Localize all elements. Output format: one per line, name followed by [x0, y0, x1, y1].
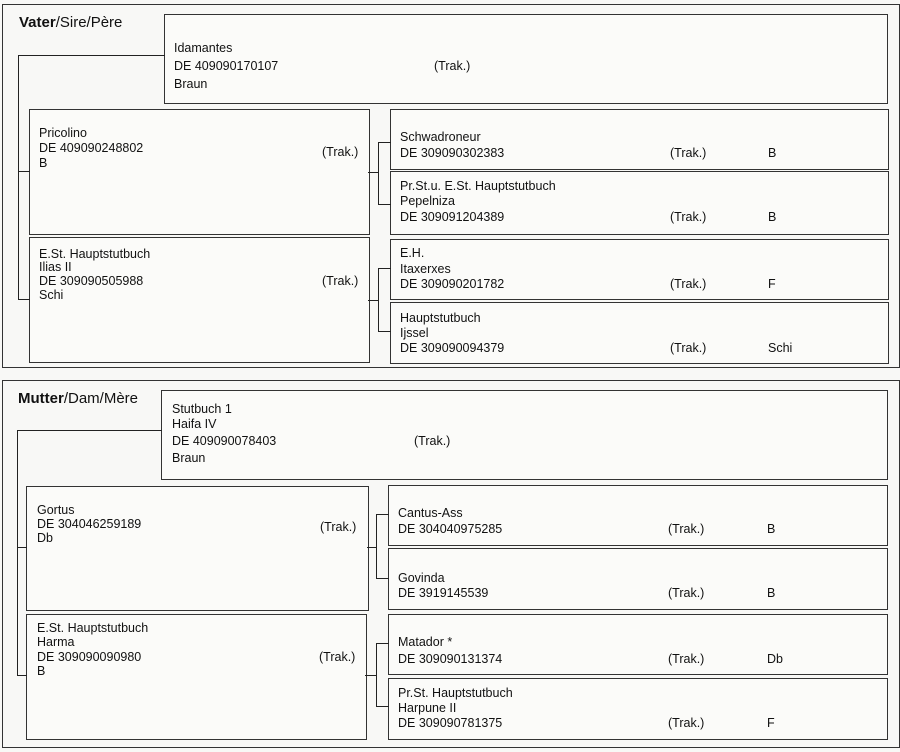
horse-name: Pepelniza — [400, 194, 455, 208]
connector-line — [18, 55, 165, 56]
breed-mark: (Trak.) — [670, 277, 707, 291]
connector-line — [376, 514, 377, 579]
horse-name: Govinda — [398, 571, 445, 585]
reg-number: DE 309090781375 — [398, 716, 503, 730]
reg-number: DE 309090131374 — [398, 652, 503, 666]
sire-mother-box — [29, 237, 370, 363]
horse-color: F — [768, 277, 776, 291]
breed-mark: (Trak.) — [322, 145, 359, 159]
breed-mark: (Trak.) — [320, 520, 357, 534]
reg-number: DE 309091204389 — [400, 210, 505, 224]
horse-name: Ilias II — [39, 260, 72, 274]
reg-number: DE 409090170107 — [174, 59, 279, 73]
breed-mark: (Trak.) — [319, 650, 356, 664]
reg-number: DE 304040975285 — [398, 522, 503, 536]
horse-color: B — [768, 210, 777, 224]
breed-mark: (Trak.) — [434, 59, 471, 73]
horse-title: E.St. Hauptstutbuch — [39, 247, 151, 261]
connector-line — [378, 331, 391, 332]
dam-mother-box — [26, 614, 367, 740]
breed-mark: (Trak.) — [670, 146, 707, 160]
reg-number: DE 409090078403 — [172, 434, 277, 448]
connector-line — [367, 547, 376, 548]
horse-name: Cantus-Ass — [398, 506, 463, 520]
horse-name: Ijssel — [400, 326, 429, 340]
connector-line — [368, 172, 378, 173]
horse-color: Db — [37, 531, 53, 545]
connector-line — [18, 171, 30, 172]
horse-title: Stutbuch 1 — [172, 402, 232, 416]
sire-grandmother-2-box — [390, 302, 889, 364]
horse-name: Harpune II — [398, 701, 457, 715]
connector-line — [378, 142, 379, 205]
horse-title: Pr.St. Hauptstutbuch — [398, 686, 513, 700]
horse-color: Braun — [174, 77, 208, 91]
connector-line — [17, 430, 162, 431]
horse-name: Idamantes — [174, 41, 233, 55]
horse-name: Pricolino — [39, 126, 87, 140]
connector-line — [376, 514, 389, 515]
horse-color: F — [767, 716, 775, 730]
horse-color: B — [37, 664, 46, 678]
horse-color: B — [768, 146, 777, 160]
reg-number: DE 409090248802 — [39, 141, 144, 155]
horse-title: Hauptstutbuch — [400, 311, 481, 325]
dam-grandfather-1-box — [388, 485, 888, 546]
dam-father-box — [26, 486, 369, 611]
horse-name: Matador * — [398, 635, 453, 649]
reg-number: DE 3919145539 — [398, 586, 489, 600]
horse-color: Braun — [172, 451, 206, 465]
horse-name: Harma — [37, 635, 75, 649]
dam-main-box — [161, 390, 888, 480]
breed-mark: (Trak.) — [668, 716, 705, 730]
connector-line — [17, 430, 18, 676]
horse-color: Db — [767, 652, 783, 666]
connector-line — [376, 578, 389, 579]
horse-title: E.H. — [400, 246, 425, 260]
sire-main-box — [164, 14, 888, 104]
reg-number: DE 309090201782 — [400, 277, 505, 291]
connector-line — [376, 643, 389, 644]
horse-name: Schwadroneur — [400, 130, 481, 144]
horse-color: B — [767, 522, 776, 536]
dam-heading: Mutter/Dam/Mère — [18, 390, 139, 407]
sire-grandfather-1-box — [390, 109, 889, 170]
connector-line — [368, 300, 378, 301]
sire-heading: Vater/Sire/Père — [19, 14, 123, 31]
connector-line — [18, 299, 30, 300]
breed-mark: (Trak.) — [668, 652, 705, 666]
breed-mark: (Trak.) — [668, 586, 705, 600]
breed-mark: (Trak.) — [322, 274, 359, 288]
connector-line — [18, 55, 19, 300]
connector-line — [378, 268, 391, 269]
horse-color: B — [39, 156, 48, 170]
horse-color: B — [767, 586, 776, 600]
sire-grandfather-2-box — [390, 239, 889, 300]
connector-line — [376, 643, 377, 707]
horse-name: Gortus — [37, 503, 75, 517]
breed-mark: (Trak.) — [670, 210, 707, 224]
reg-number: DE 309090094379 — [400, 341, 505, 355]
reg-number: DE 309090090980 — [37, 650, 142, 664]
connector-line — [365, 675, 376, 676]
horse-title: E.St. Hauptstutbuch — [37, 621, 149, 635]
connector-line — [378, 142, 391, 143]
breed-mark: (Trak.) — [414, 434, 451, 448]
horse-color: Schi — [768, 341, 793, 355]
horse-title: Pr.St.u. E.St. Hauptstutbuch — [400, 179, 556, 193]
dam-grandfather-2-box — [388, 614, 888, 675]
reg-number: DE 309090302383 — [400, 146, 505, 160]
reg-number: DE 309090505988 — [39, 274, 144, 288]
horse-name: Haifa IV — [172, 417, 217, 431]
connector-line — [378, 204, 391, 205]
connector-line — [17, 675, 27, 676]
connector-line — [376, 706, 389, 707]
dam-grandmother-1-box — [388, 548, 888, 610]
sire-grandmother-1-box — [390, 171, 889, 235]
dam-grandmother-2-box — [388, 678, 888, 740]
sire-father-box — [29, 109, 370, 235]
connector-line — [378, 268, 379, 332]
horse-color: Schi — [39, 288, 64, 302]
horse-name: Itaxerxes — [400, 262, 451, 276]
reg-number: DE 304046259189 — [37, 517, 142, 531]
connector-line — [17, 547, 27, 548]
breed-mark: (Trak.) — [670, 341, 707, 355]
breed-mark: (Trak.) — [668, 522, 705, 536]
